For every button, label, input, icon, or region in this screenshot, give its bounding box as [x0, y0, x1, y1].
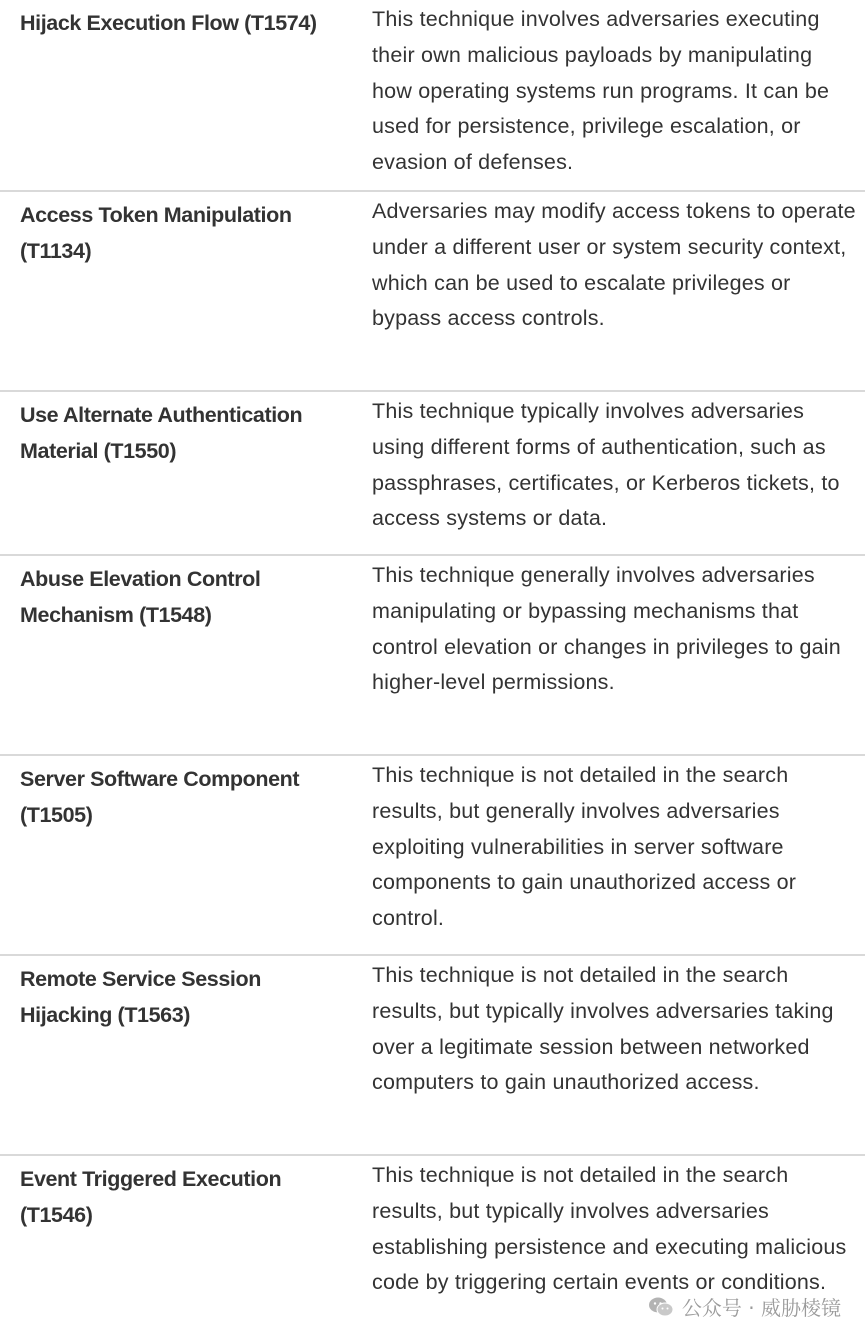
- wechat-icon: [648, 1296, 674, 1318]
- table-row: [0, 956, 865, 1156]
- table-row: [0, 756, 865, 956]
- table-row: [0, 0, 865, 192]
- technique-description: This technique typically involves adversaries using different forms of authentication, such as passphrases, certificates, or Kerberos tickets, to access systems or data.: [372, 399, 840, 531]
- table-row: [0, 556, 865, 756]
- watermark: [648, 1292, 841, 1321]
- technique-name: Remote Service Session Hijacking (T1563): [20, 967, 261, 1027]
- technique-name: Abuse Elevation Control Mechanism (T1548): [20, 567, 261, 627]
- technique-description: This technique is not detailed in the search results, but generally involves adversaries exploiting vulnerabilities in server software components to gain unauthorized access or control.: [372, 763, 797, 931]
- technique-name: Access Token Manipulation (T1134): [20, 203, 292, 263]
- technique-name: Hijack Execution Flow (T1574): [20, 11, 317, 35]
- table-row: [0, 392, 865, 556]
- technique-name: Use Alternate Authentication Material (T1550): [20, 403, 303, 463]
- technique-name: Event Triggered Execution (T1546): [20, 1167, 282, 1227]
- technique-description: This technique is not detailed in the search results, but typically involves adversaries establishing persistence and executing malicious code by triggering certain events or conditions.: [372, 1163, 847, 1295]
- technique-description: This technique involves adversaries executing their own malicious payloads by manipulating how operating systems run programs. It can be used for persistence, privilege escalation, or evasion of defenses.: [372, 7, 830, 175]
- table-row: [0, 192, 865, 392]
- watermark-text: 公众号 · 威胁棱镜: [681, 1296, 841, 1320]
- technique-description: This technique is not detailed in the search results, but typically involves adversaries taking over a legitimate session between networked computers to gain unauthorized access.: [372, 963, 834, 1095]
- technique-description: This technique generally involves adversaries manipulating or bypassing mechanisms that control elevation or changes in privileges to gain higher-level permissions.: [372, 563, 841, 695]
- technique-name: Server Software Component (T1505): [20, 767, 300, 827]
- technique-description: Adversaries may modify access tokens to operate under a different user or system security context, which can be used to escalate privileges or bypass access controls.: [372, 199, 856, 331]
